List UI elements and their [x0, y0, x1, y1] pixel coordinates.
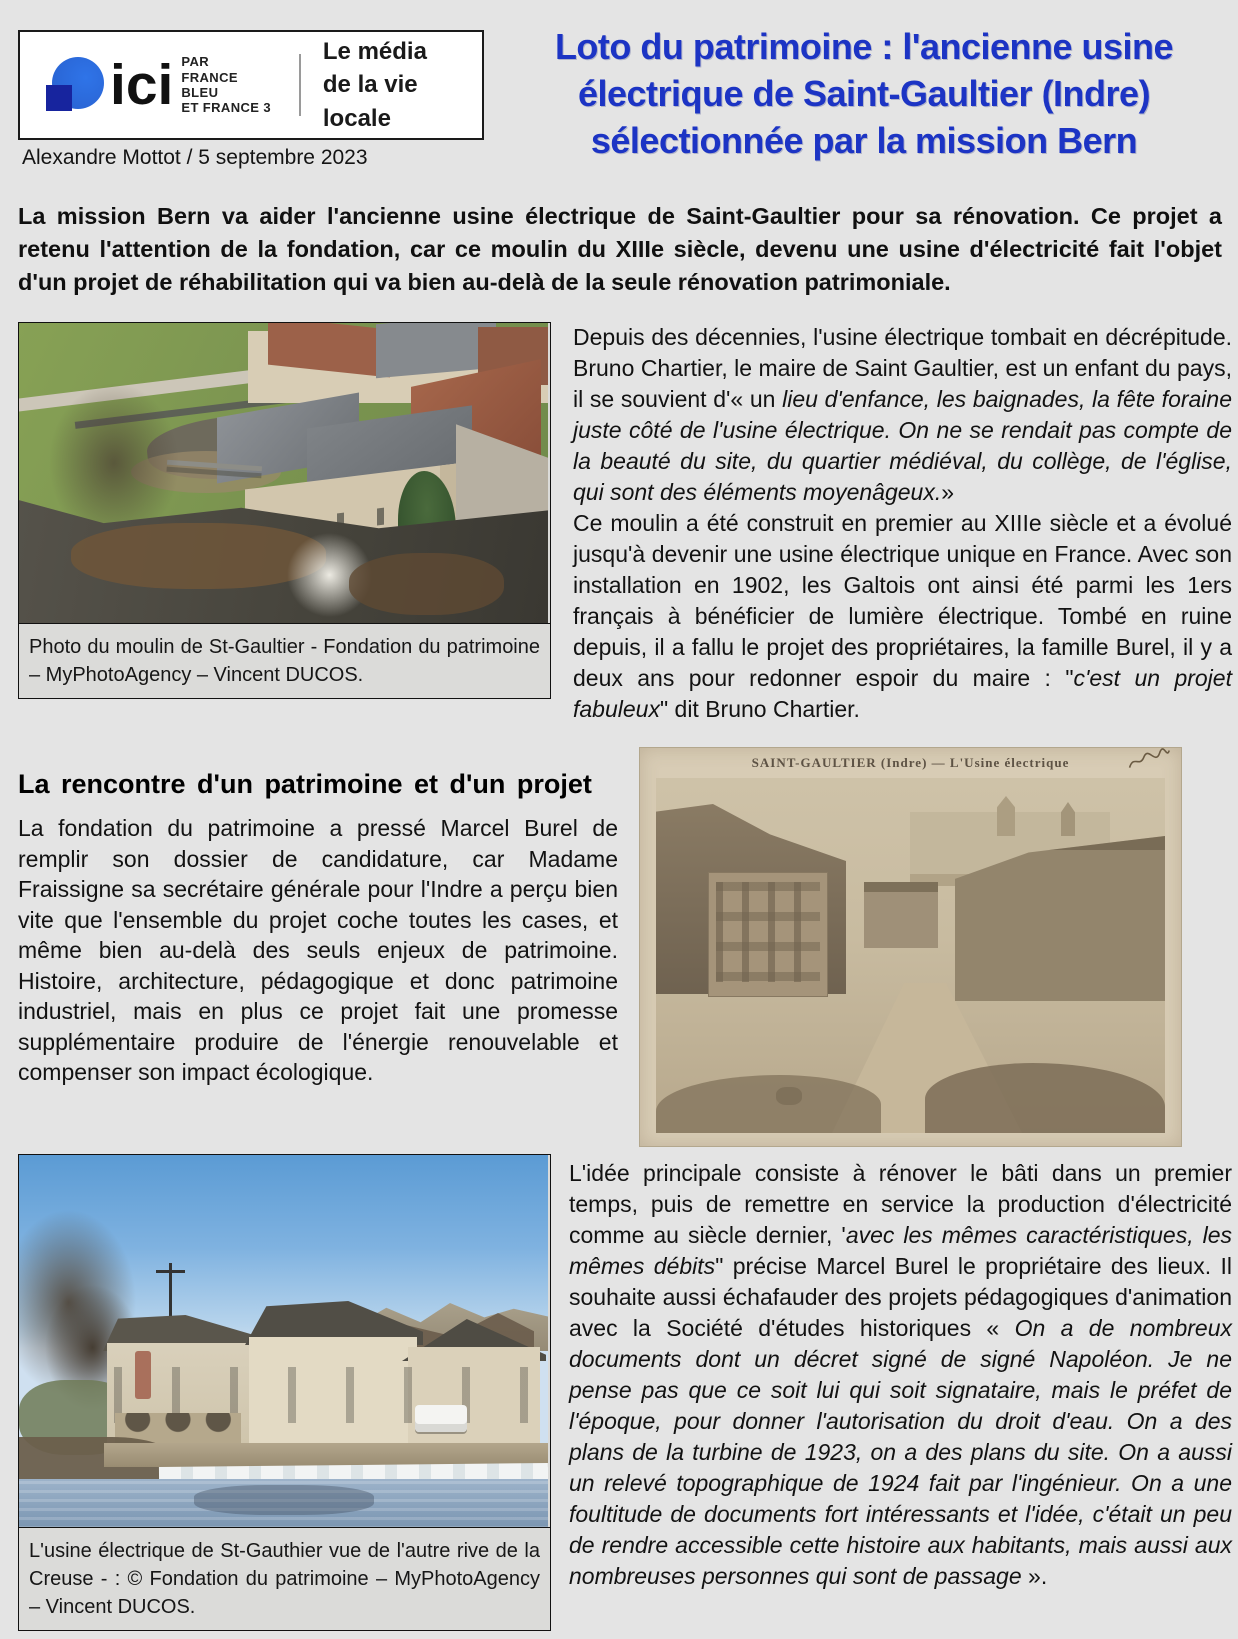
quote-segment: avec les mêmes caractéristiques, les mêmes débits: [569, 1222, 1232, 1279]
quote-segment: On a de nombreux documents dont un décret signé de signé Napoléon. Je ne pense pas que ce soit lui qui soit signataire, mais le préfet de l'époque, pour donner l'autorisation du droit d'eau. On a des plans de la turbine de 1923, on a des plans du site. On a aussi un relevé topographique de 1924 fait par l'ingénieur. On a une foultitude de documents fort intéressants et l'idée, c'était un peu de rendre accessible cette histoire aux habitants, mais aussi aux nombreuses personnes qui sont de passage: [569, 1315, 1232, 1589]
figure-usine-river: [18, 1154, 551, 1631]
article-title: [492, 24, 1236, 164]
art-foreground: [656, 1075, 881, 1133]
brand-wordmark: ici: [110, 52, 174, 117]
brand-tagline-line: Le média: [322, 37, 427, 65]
art-chateau-tower: [997, 796, 1015, 836]
brand-tagline: [323, 35, 482, 136]
section-intro: [18, 318, 1232, 725]
brand-subtext-line: PAR: [181, 54, 210, 70]
text-segment: " dit Bruno Chartier.: [659, 696, 860, 722]
text-segment: Depuis des décennies, l'usine électrique tombait en décrépitude. Bruno Chartier, le maire de Saint Gaultier, est un enfant du pays, il se souvient d'« un: [573, 324, 1232, 412]
postcard-title: SAINT-GAULTIER (Indre) — L'Usine électrique: [751, 755, 1070, 770]
postcard-photo: [656, 778, 1165, 1133]
photo-moulin-aerial: [19, 323, 548, 623]
handwriting-icon: [1125, 746, 1174, 774]
article-title-line: électrique de Saint-Gaultier (Indre): [577, 72, 1151, 114]
postcard-figure: [639, 747, 1182, 1147]
quote-segment: c'est un projet fabuleux: [573, 665, 1232, 722]
art-pole-crossarm: [156, 1270, 185, 1273]
body-paragraph: La fondation du patrimoine a pressé Marcel Burel de remplir son dossier de candidature, car Madame Fraissigne sa secrétaire générale pour l'Indre a perçu bien vite que l'ensemble du projet coche toutes les cases, et même bien au-delà des seuls enjeux de patrimoine. Histoire, architecture, pédagogique et donc patrimoine industriel, mais en plus ce projet fait une promesse supplémentaire produire de l'énergie renouvelable et compenser son impact écologique.: [18, 815, 618, 1085]
ici-logo-icon: [46, 57, 102, 113]
art-chateau-tower: [1061, 802, 1075, 836]
brand-subtext-line: ET FRANCE 3: [181, 100, 272, 116]
figure-moulin-aerial: [18, 322, 551, 699]
section-heading: La rencontre d'un patrimoine et d'un projet: [18, 769, 592, 799]
art-water-reflection: [194, 1485, 374, 1515]
quote-segment: lieu d'enfance, les baignades, la fête foraine juste côté de l'usine électrique. On ne se rendait pas compte de la beauté du site, du quartier médiéval, du collège, de l'église, qui sont des éléments moyenâgeux.: [573, 386, 1232, 505]
brand-subtext-line: FRANCE BLEU: [181, 69, 238, 100]
text-segment: Ce moulin a été construit en premier au XIIIe siècle et a évolué jusqu'à devenir une usine électrique unique en France. Avec son installation en 1902, les Galtois ont ainsi été parmi les 1ers français à bénéficier de lumière électrique. Tombé en ruine depuis, il a fallu le projet des propriétaires, la famille Burel, il y a deux ans pour redonner espoir du maire : ": [573, 510, 1232, 691]
brand-divider: [299, 54, 301, 116]
lead-paragraph: La mission Bern va aider l'ancienne usine électrique de Saint-Gaultier pour sa rénovation. Ce projet a retenu l'attention de la fondation, car ce moulin du XIIIe siècle, devenu une usine d'électricité fait l'objet d'un projet de réhabilitation qui va bien au-delà de la seule rénovation patrimoniale.: [18, 203, 1222, 295]
art-building-windows: [716, 882, 820, 982]
article-title-line: Loto du patrimoine : l'ancienne usine: [554, 26, 1174, 67]
handwritten-mark: [1125, 746, 1175, 779]
photo-usine-river: [19, 1155, 548, 1527]
art-white-van: [415, 1405, 467, 1432]
brand-subtext: [181, 54, 273, 115]
byline: Alexandre Mottot / 5 septembre 2023: [22, 146, 368, 169]
text-segment: " précise Marcel Burel le propriétaire des lieux. Il souhaite aussi échafauder des projets pédagogiques d'animation avec la Société d'études historiques «: [569, 1253, 1232, 1341]
article-title-line: sélectionnée par la mission Bern: [590, 119, 1138, 161]
art-center-house: [864, 882, 938, 948]
art-foreground: [925, 1063, 1165, 1133]
logo-square-shape: [46, 85, 72, 111]
text-segment: »: [941, 479, 955, 505]
brand-logo-box: [18, 30, 484, 140]
figure-caption: Photo du moulin de St-Gaultier - Fondation du patrimoine – MyPhotoAgency – Vincent DUCOS.: [19, 623, 550, 698]
body-paragraph: [569, 1158, 1232, 1592]
section-rencontre: [18, 747, 1232, 1158]
figure-caption: L'usine électrique de St-Gauthier vue de l'autre rive de la Creuse - : © Fondation du patrimoine – MyPhotoAgency – Vincent DUCOS.: [19, 1527, 550, 1630]
text-segment: ».: [1021, 1563, 1048, 1589]
art-branches: [349, 553, 504, 615]
text-segment: L'idée principale consiste à rénover le bâti dans un premier temps, puis de remettre en service la production d'électricité comme au siècle dernier, ': [569, 1160, 1232, 1248]
brand-tagline-line: de la vie locale: [322, 71, 418, 132]
